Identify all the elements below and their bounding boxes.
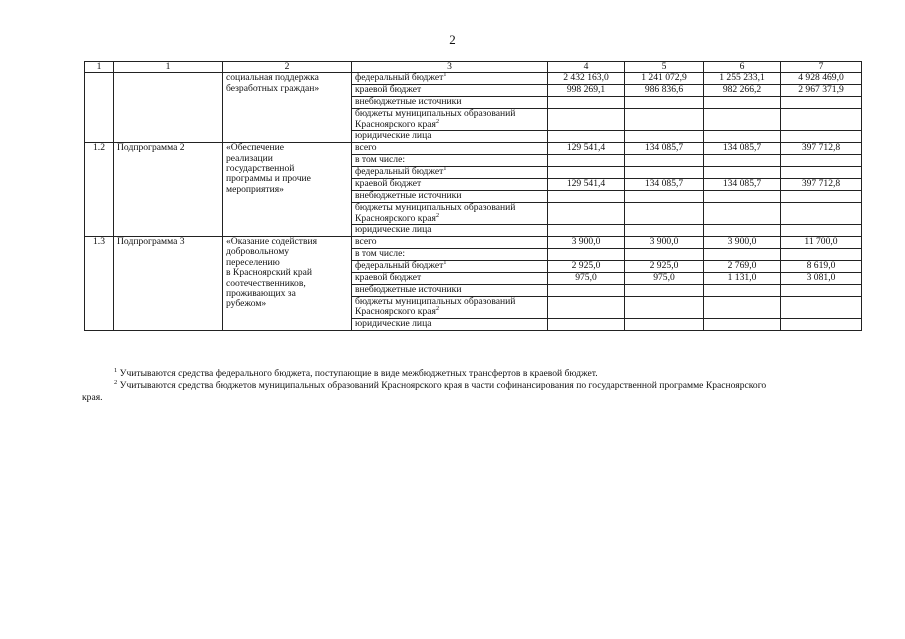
value-cell-v6: 982 266,2 [704, 85, 781, 97]
funding-source [352, 155, 548, 167]
description-line: безработных граждан» [226, 82, 320, 94]
footnote-ref: 2 [435, 211, 440, 219]
value-cell-v5 [625, 109, 704, 131]
value-cell-v6: 1 255 233,1 [704, 73, 781, 85]
value-cell-v6 [704, 167, 781, 179]
funding-source-label: федеральный бюджет [355, 72, 444, 84]
footnote-1-mark: 1 [114, 366, 118, 374]
value-cell-v7: 397 712,8 [781, 143, 862, 155]
value-cell-v6 [704, 318, 781, 330]
footnote-1 [84, 368, 864, 380]
value-cell-v4: 2 432 163,0 [548, 73, 625, 85]
funding-source-label: краевой бюджет [355, 272, 422, 284]
value-cell-v6: 2 769,0 [704, 261, 781, 273]
value-cell-v7: 4 928 469,0 [781, 73, 862, 85]
value-cell-v4 [548, 155, 625, 167]
funding-source [352, 73, 548, 85]
value-cell-v6 [704, 249, 781, 261]
value-cell-v4 [548, 167, 625, 179]
funding-source [352, 97, 548, 109]
value-cell-v6: 1 131,0 [704, 273, 781, 285]
footnote-ref: 1 [443, 165, 447, 173]
funding-source [352, 203, 548, 225]
value-cell-v7 [781, 109, 862, 131]
value-cell-v5 [625, 249, 704, 261]
funding-source-label: краевой бюджет [355, 84, 422, 96]
value-cell-v4 [548, 191, 625, 203]
description-line: проживающих за [226, 288, 296, 300]
funding-source [352, 318, 548, 330]
funding-source [352, 273, 548, 285]
footnote-2-mark: 2 [114, 378, 118, 386]
value-cell-v7 [781, 203, 862, 225]
value-cell-v5 [625, 285, 704, 297]
value-cell-v5 [625, 167, 704, 179]
funding-source [352, 167, 548, 179]
footnote-ref: 2 [435, 305, 440, 313]
value-cell-v6 [704, 297, 781, 319]
funding-source-label: юридические лица [355, 130, 432, 142]
value-cell-v7 [781, 318, 862, 330]
value-cell-v7: 8 619,0 [781, 261, 862, 273]
description-line: реализации [226, 152, 273, 164]
subprogram-number: 1.3 [85, 237, 114, 331]
funding-source-label: федеральный бюджет [355, 166, 444, 178]
funding-source [352, 237, 548, 249]
value-cell-v6 [704, 203, 781, 225]
value-cell-v6 [704, 97, 781, 109]
value-cell-v5 [625, 203, 704, 225]
value-cell-v7 [781, 167, 862, 179]
footnotes [84, 368, 864, 404]
value-cell-v5 [625, 97, 704, 109]
description-line: переселению [226, 256, 280, 268]
funding-source [352, 85, 548, 97]
value-cell-v4: 975,0 [548, 273, 625, 285]
budget-table [84, 61, 862, 331]
funding-source [352, 131, 548, 143]
funding-source-label: внебюджетные источники [355, 284, 462, 296]
description-line: мероприятия» [226, 183, 284, 195]
funding-source-label: бюджеты муниципальных образований Красноярского края [355, 108, 516, 130]
funding-source [352, 297, 548, 319]
header-cell: 6 [704, 62, 781, 73]
funding-source [352, 179, 548, 191]
description-line: государственной [226, 163, 295, 175]
funding-source [352, 249, 548, 261]
funding-source [352, 258, 548, 273]
value-cell-v4: 998 269,1 [548, 85, 625, 97]
table-row [85, 237, 862, 249]
funding-source [352, 285, 548, 297]
funding-source-label: всего [355, 142, 377, 154]
funding-source-label: краевой бюджет [355, 178, 422, 190]
value-cell-v4 [548, 318, 625, 330]
value-cell-v6: 134 085,7 [704, 179, 781, 191]
table-row [85, 143, 862, 155]
value-cell-v6 [704, 109, 781, 131]
value-cell-v6 [704, 225, 781, 237]
value-cell-v4: 129 541,4 [548, 179, 625, 191]
footnote-ref: 2 [435, 117, 440, 125]
value-cell-v5: 986 836,6 [625, 85, 704, 97]
footnote-1-text: Учитываются средства федерального бюджета, поступающие в виде межбюджетных трансфертов в краевой бюджет. [117, 368, 598, 379]
value-cell-v7 [781, 249, 862, 261]
funding-source-label: бюджеты муниципальных образований Красноярского края [355, 296, 516, 318]
funding-source-label: юридические лица [355, 317, 432, 329]
footnote-ref: 1 [443, 258, 447, 266]
description-line: «Обеспечение [226, 142, 284, 154]
description-line: программы и прочие [226, 173, 311, 185]
value-cell-v5 [625, 155, 704, 167]
description-line: в Красноярский край [226, 267, 313, 279]
value-cell-v7: 3 081,0 [781, 273, 862, 285]
value-cell-v6 [704, 285, 781, 297]
value-cell-v4: 2 925,0 [548, 261, 625, 273]
header-cell: 2 [223, 62, 352, 73]
value-cell-v4: 3 900,0 [548, 237, 625, 249]
header-cell: 3 [352, 62, 548, 73]
value-cell-v5 [625, 131, 704, 143]
value-cell-v5: 3 900,0 [625, 237, 704, 249]
header-cell: 1 [85, 62, 114, 73]
page-number: 2 [449, 32, 456, 47]
footnote-2 [84, 380, 864, 392]
value-cell-v4 [548, 203, 625, 225]
funding-source-label: в том числе: [355, 154, 406, 166]
description-line: соотечественников, [226, 277, 306, 289]
funding-source-label: бюджеты муниципальных образований Красноярского края [355, 202, 516, 224]
header-row [85, 62, 862, 73]
value-cell-v6: 134 085,7 [704, 143, 781, 155]
funding-source [352, 143, 548, 155]
header-cell: 1 [114, 62, 223, 73]
funding-source [352, 191, 548, 203]
value-cell-v6: 3 900,0 [704, 237, 781, 249]
num-cell [85, 73, 114, 143]
value-cell-v6 [704, 131, 781, 143]
description-line: добровольному [226, 246, 290, 258]
value-cell-v7 [781, 191, 862, 203]
value-cell-v5 [625, 225, 704, 237]
funding-source-label: в том числе: [355, 248, 406, 260]
value-cell-v5 [625, 318, 704, 330]
value-cell-v6 [704, 155, 781, 167]
header-cell: 4 [548, 62, 625, 73]
description-line: социальная поддержка [226, 72, 319, 84]
funding-source [352, 225, 548, 237]
value-cell-v7 [781, 225, 862, 237]
subprogram-name: Подпрограмма 3 [114, 237, 223, 331]
description-cell [223, 73, 352, 143]
value-cell-v5: 134 085,7 [625, 143, 704, 155]
value-cell-v5: 1 241 072,9 [625, 73, 704, 85]
name-cell [114, 73, 223, 143]
footnote-2-continuation: края. [82, 392, 103, 403]
subprogram-description [223, 143, 352, 237]
footnote-ref: 1 [443, 71, 447, 79]
funding-source-label: юридические лица [355, 224, 432, 236]
value-cell-v4 [548, 131, 625, 143]
value-cell-v5: 2 925,0 [625, 261, 704, 273]
header-cell: 7 [781, 62, 862, 73]
value-cell-v7: 2 967 371,9 [781, 85, 862, 97]
header-cell: 5 [625, 62, 704, 73]
value-cell-v6 [704, 191, 781, 203]
value-cell-v4 [548, 249, 625, 261]
value-cell-v4: 129 541,4 [548, 143, 625, 155]
subprogram-name: Подпрограмма 2 [114, 143, 223, 237]
value-cell-v4 [548, 285, 625, 297]
value-cell-v4 [548, 297, 625, 319]
value-cell-v4 [548, 109, 625, 131]
funding-source-label: внебюджетные источники [355, 96, 462, 108]
value-cell-v7: 397 712,8 [781, 179, 862, 191]
table-row [85, 73, 862, 85]
value-cell-v7 [781, 155, 862, 167]
funding-source [352, 109, 548, 131]
value-cell-v7 [781, 97, 862, 109]
value-cell-v7: 11 700,0 [781, 237, 862, 249]
subprogram-number: 1.2 [85, 143, 114, 237]
value-cell-v7 [781, 131, 862, 143]
value-cell-v4 [548, 97, 625, 109]
funding-source-label: всего [355, 236, 377, 248]
funding-source-label: федеральный бюджет [355, 260, 444, 272]
funding-source-label: внебюджетные источники [355, 190, 462, 202]
description-line: рубежом» [226, 298, 267, 310]
description-line: «Оказание содействия [226, 236, 318, 248]
value-cell-v7 [781, 297, 862, 319]
value-cell-v7 [781, 285, 862, 297]
value-cell-v5: 975,0 [625, 273, 704, 285]
value-cell-v5: 134 085,7 [625, 179, 704, 191]
value-cell-v5 [625, 191, 704, 203]
footnote-2-text: Учитываются средства бюджетов муниципальных образований Красноярского края в части софинансирования по государственной программе Красноярского [117, 380, 767, 391]
value-cell-v4 [548, 225, 625, 237]
value-cell-v5 [625, 297, 704, 319]
subprogram-description [223, 237, 352, 331]
